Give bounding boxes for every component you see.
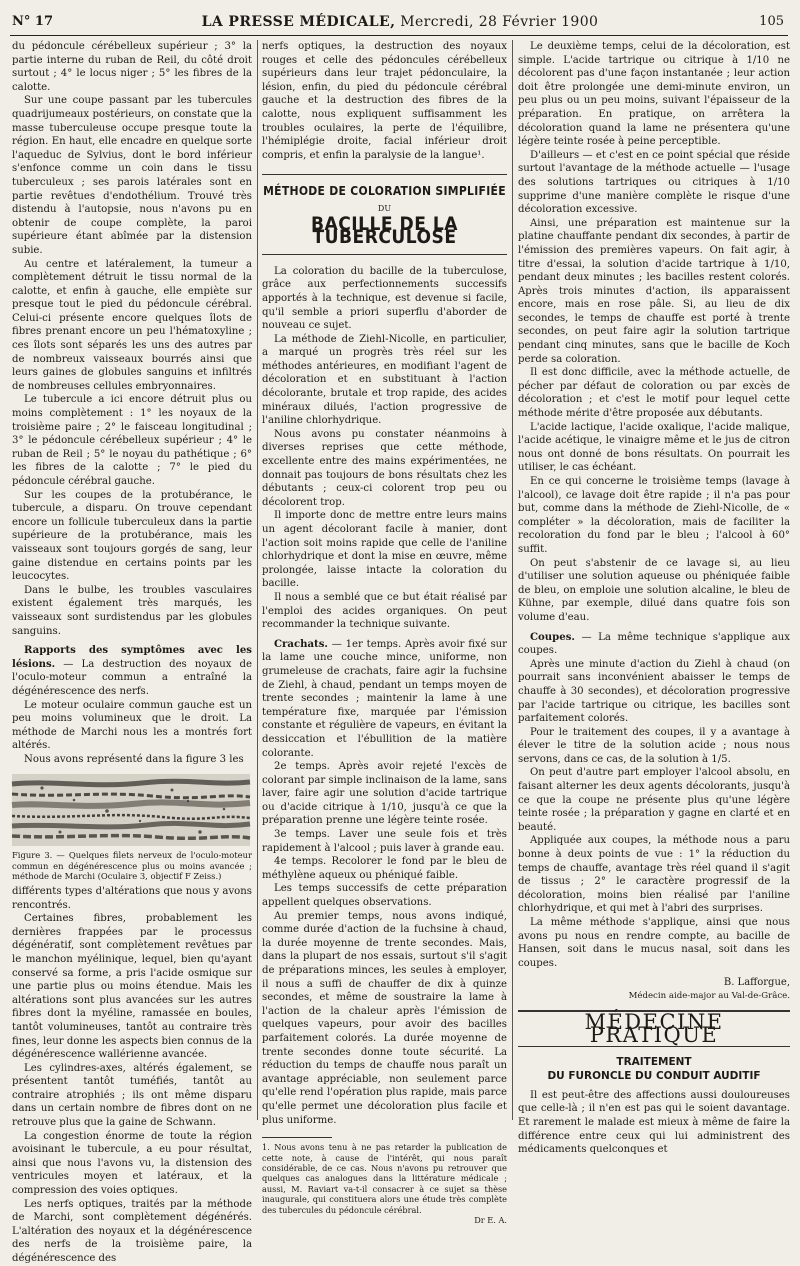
paragraph: Dans le bulbe, les troubles vasculaires existent également très marqués, les vaisseaux sont surdistendus par les globules sanguins.	[12, 584, 252, 637]
article-title-line-2: DU	[377, 203, 392, 213]
paragraph: 3e temps. Laver une seule fois et très rapidement à l'alcool ; puis laver à grande eau.	[262, 829, 507, 854]
paragraph: Après une minute d'action du Ziehl à chaud (on pourrait sans inconvénient abaisser le temps de chauffe à 30 secondes), et décoloration progressive par l'acide tartrique ou citrique, les bacilles sont parfaitement colorés.	[518, 658, 790, 725]
paragraph: Le tubercule a ici encore détruit plus ou moins complètement : 1° les noyaux de la troisième paire ; 2° le faisceau longitudinal ; 3° le pédoncule cérébelleux supérieur ; 4° le ruban de Reil ; 5° le noyau du pathétique ; 6° les fibres de la calotte ; 7° le pied du pédoncule cérébral gauche.	[12, 394, 252, 487]
paragraph: Le deuxième temps, celui de la décoloration, est simple. L'acide tartrique ou citrique à 1/10 ne décolorent pas d'une façon instantanée ; leur action doit être prolongée une demi-minute environ, un peu plus ou un peu moins, suivant l'épaisseur de la préparation. En pratique, on arrêtera la décoloration quand la lame ne présentera qu'une légère teinte rosée à peine perceptible.	[518, 41, 790, 148]
paragraph: Les cylindres-axes, altérés également, se présentent tantôt tuméfiés, tantôt au contraire atrophiés ; ils ont même disparu dans un certain nombre de fibres dont on ne retrouve plus que la gaine de Schwann.	[12, 1062, 252, 1129]
page-number: 105	[759, 14, 784, 29]
paragraph: Les temps successifs de cette préparation appellent quelques observations.	[262, 883, 507, 909]
paragraph: La congestion énorme de toute la région avoisinant le tubercule, a eu pour résultat, ainsi que nous l'avons vu, la distension des ventricules moyen et latéraux, et la compression des voies optiques.	[12, 1130, 252, 1197]
paragraph: Il est donc difficile, avec la méthode actuelle, de pécher par défaut de coloration ou par excès de décoloration ; et c'est le motif pour lequel cette méthode mérite d'être proposée aux débutants.	[518, 367, 790, 420]
column-divider-2	[512, 40, 513, 1120]
column-divider-1	[257, 40, 258, 1120]
article-subtitle-2: DU FURONCLE DU CONDUIT AUDITIF	[547, 1069, 761, 1082]
paragraph: La coloration du bacille de la tuberculose, grâce aux perfectionnements successifs apportés à la technique, est devenue si facile, qu'il semble a priori superflu d'aborder de nouveau ce sujet.	[262, 265, 507, 332]
paragraph: Nous avons représenté dans la figure 3 les	[24, 753, 244, 765]
footnote	[262, 1142, 507, 1225]
paragraph: différents types d'altérations que nous y avons rencontrés.	[12, 885, 252, 911]
paragraph: Ainsi, une préparation est maintenue sur la platine chauffante pendant dix secondes, à partir de l'émission des premières vapeurs. On fait agir, à titre d'essai, la solution d'acide tartrique à 1/10, pendant deux minutes ; les bacilles restent colorés. Après trois minutes d'action, ils apparaissent encore, mais en rose pâle. Si, au lieu de dix secondes, le temps de chauffe est porté à trente secondes, on peut faire agir la solution tartrique pendant cinq minutes, sans que le bacille de Koch perde sa coloration.	[518, 217, 790, 365]
footnote-signature: Dr E. A.	[474, 1214, 507, 1225]
journal-title	[0, 14, 800, 30]
paragraph: 2e temps. Après avoir rejeté l'excès de colorant par simple inclinaison de la lame, sans laver, faire agir une solution d'acide tartrique ou d'acide citrique à 1/10, jusqu'à ce que la préparation prenne une légère teinte rosée.	[262, 761, 507, 827]
paragraph: La même méthode s'applique, ainsi que nous avons pu nous en rendre compte, au bacille de Hansen, soit dans le mucus nasal, soit dans les coupes.	[518, 917, 790, 969]
paragraph: nerfs optiques, la destruction des noyaux rouges et celle des pédoncules cérébelleux supérieurs dans leur trajet pédonculaire, la lésion, enfin, du pied du pédoncule cérébral gauche et la destruction des fibres de la calotte, nous expliquent suffisamment les troubles oculaires, la perte de l'équilibre, l'hémiplégie droite, facial inférieur droit compris, et enfin la paralysie de la langue¹.	[262, 41, 507, 161]
column-3	[518, 40, 790, 1157]
paragraph: Les nerfs optiques, traités par la méthode de Marchi, sont complètement dégénérés. L'altération des noyaux et la dégénérescence des nerfs de la troisième paire, la dégénérescence des	[12, 1198, 252, 1264]
issue-number: N° 17	[12, 14, 53, 29]
nerve-fibers-illustration	[12, 774, 250, 846]
author-role: Médecin aide-major au Val-de-Grâce.	[628, 990, 790, 1001]
paragraph: Appliquée aux coupes, la méthode nous a paru bonne à deux points de vue : 1° la réduction du temps de chauffe, avantage très réel quand il s'agit de tissus ; 2° le caractère progressif de la décoloration, moins bien réalisé par l'aniline chlorhydrique, et qui met à l'abri des surprises.	[518, 835, 790, 915]
section-title: MÉDECINE PRATIQUE	[518, 1010, 790, 1047]
paragraph: Certaines fibres, probablement les dernières frappées par le processus dégénératif, sont complètement revêtues par le manchon myélinique, lequel, bien qu'ayant conservé sa forme, a pris l'acide osmique sur une partie plus ou moins étendue. Mais les altérations sont plus avancées sur les autres fibres dont la myéline, ramassée en boules, tantôt volumineuses, tantôt au contraire très fines, leur donne les aspects bien connus de la dégénérescence wallérienne avancée.	[12, 913, 252, 1061]
issue-date: Mercredi, 28 Février 1900	[395, 14, 599, 30]
paragraph: Au premier temps, nous avons indiqué, comme durée d'action de la fuchsine à chaud, la durée moyenne de trente secondes. Mais, dans la plupart de nos essais, surtout s'il s'agit de préparations minces, les seules à employer, il nous a suffi de chauffer de dix à quinze secondes, et même de soustraire la lame à l'action de la chaleur après l'émission de quelques vapeurs, pour avoir des bacilles parfaitement colorés. La durée moyenne de trente secondes donne toute sécurité. La réduction du temps de chauffe nous paraît un avantage appréciable, non seulement parce qu'elle rend l'opération plus rapide, mais parce qu'elle permet une décoloration plus facile et plus uniforme.	[262, 910, 507, 1126]
paragraph: Il nous a semblé que ce but était réalisé par l'emploi des acides organiques. On peut recommander la technique suivante.	[262, 591, 507, 631]
article-title-line-1: MÉTHODE DE COLORATION SIMPLIFIÉE	[263, 184, 506, 199]
paragraph: D'ailleurs — et c'est en ce point spécial que réside surtout l'avantage de la méthode actuelle — l'usage des solutions tartriques ou citriques à 1/10 supprime d'une manière complète le risque d'une décoloration excessive.	[518, 149, 790, 216]
journal-name: LA PRESSE MÉDICALE,	[201, 14, 396, 30]
paragraph: Au centre et latéralement, la tumeur a complètement détruit le tissu normal de la calotte, et enfin à gauche, elle empiète sur presque tout le pied du pédoncule cérébral. Celui-ci présente encore quelques îlots de fibres prenant encore un peu l'hématoxyline ; ces îlots sont séparés les uns des autres par de nombreux vaisseaux bourrés ainsi que leurs gaines de globules sanguins et infiltrés de nombreuses cellules embryonnaires.	[12, 258, 252, 392]
paragraph-text: — 1er temps. Après avoir fixé sur la lame une couche mince, uniforme, non grumeleuse de crachats, faire agir la fuchsine de Ziehl, à chaud, pendant un temps moyen de trente secondes ; maintenir la lame à une température fixe, marquée par l'émission constante et régulière de vapeurs, en évitant la dessiccation et l'ébullition de la matière colorante.	[262, 638, 507, 759]
header-rule	[10, 35, 788, 36]
paragraph-text: — La même technique s'applique aux coupes.	[518, 631, 790, 657]
paragraph: Pour le traitement des coupes, il y a avantage à élever le titre de la solution acide ; nous nous servons, dans ce cas, de la solution à 1/5.	[518, 726, 790, 765]
paragraph: du pédoncule cérébelleux supérieur ; 3° la partie interne du ruban de Reil, du côté droit surtout ; 4° le locus niger ; 5° les fibres de la calotte.	[12, 41, 252, 93]
paragraph: Sur les coupes de la protubérance, le tubercule, a disparu. On trouve cependant encore un follicule tuberculeux dans la partie supérieure de la protubérance, mais les vaisseaux sont toujours gorgés de sang, leur gaine distendue en certains points par les leucocytes.	[12, 489, 252, 583]
paragraph: L'acide lactique, l'acide oxalique, l'acide malique, l'acide acétique, le vinaigre même et le jus de citron nous ont donné de bons résultats. On pourrait les utiliser, le cas échéant.	[518, 421, 790, 474]
page-header	[0, 0, 800, 36]
footnote-rule	[262, 1137, 332, 1138]
paragraph: Il importe donc de mettre entre leurs mains un agent décolorant facile à manier, dont l'action soit moins rapide que celle de l'aniline chlorhydrique et dont la mise en œuvre, même prolongée, laisse intacte la coloration du bacille.	[262, 510, 507, 590]
column-1	[12, 40, 252, 1266]
footnote-text: 1. Nous avons tenu à ne pas retarder la publication de cette note, à cause de l'intérêt, qui nous paraît considérable, de ce cas. Nous n'avons pu retrouver que quelques cas analogues dans la littérature médicale ; aussi, M. Raviart va-t-il consacrer à ce sujet sa thèse inaugurale, qui constituera alors une étude très complète des tubercules du pédoncule cérébral.	[262, 1142, 507, 1215]
paragraph: On peut d'autre part employer l'alcool absolu, en faisant alterner les deux agents décolorants, jusqu'à ce que la coupe ne présente plus qu'une légère teinte rosée ; la préparation y gagne en clarté et en beauté.	[518, 767, 790, 833]
paragraph	[518, 631, 790, 658]
article-title-block	[262, 174, 507, 254]
paragraph: Le moteur oculaire commun gauche est un peu moins volumineux que le droit. La méthode de Marchi nous les a montrés fort altérés.	[12, 699, 252, 752]
article-subtitle-1: TRAITEMENT	[616, 1055, 692, 1068]
paragraph-text: — La destruction des noyaux de l'oculo-moteur commun a entraîné la dégénérescence des nerfs.	[12, 658, 252, 697]
column-2	[262, 40, 507, 1225]
section-heading: Coupes.	[530, 630, 575, 643]
paragraph	[12, 644, 252, 698]
figure-caption: Figure 3. — Quelques filets nerveux de l'oculo-moteur commun en dégénérescence plus ou moins avancée ; méthode de Marchi (Oculaire 3, objectif F Zeiss.)	[12, 850, 252, 882]
article-title-line-3: BACILLE DE LA TUBERCULOSE	[310, 212, 458, 249]
paragraph: 4e temps. Recolorer le fond par le bleu de méthylène aqueux ou phéniqué faible.	[262, 856, 507, 881]
figure-3-image	[12, 774, 250, 846]
paragraph: En ce qui concerne le troisième temps (lavage à l'alcool), ce lavage doit être rapide ; il n'a pas pour but, comme dans la méthode de Ziehl-Nicolle, de « compléter » la décoloration, mais de faciliter la recoloration du fond par le bleu ; l'alcool à 60° suffit.	[518, 476, 790, 555]
paragraph: La méthode de Ziehl-Nicolle, en particulier, a marqué un progrès très réel sur les méthodes antérieures, en modifiant l'agent de décoloration et en substituant à l'action décolorante, brutale et trop rapide, des acides minéraux dilués, l'action progressive de l'aniline chlorhydrique.	[262, 333, 507, 427]
paragraph: Nous avons pu constater néanmoins à diverses reprises que cette méthode, excellente entre des mains expérimentées, ne donnait pas toujours de bons résultats chez les débutants ; ceux-ci colorent trop peu ou décolorent trop.	[262, 428, 507, 508]
section-heading: Rapports des symptômes avec les lésions.	[12, 644, 252, 670]
section-heading: Crachats.	[274, 637, 328, 650]
paragraph: On peut s'abstenir de ce lavage si, au lieu d'utiliser une solution aqueuse ou phéniquée faible de bleu, on emploie une solution alcaline, le bleu de Kühne, par exemple, dilué dans quatre fois son volume d'eau.	[518, 557, 790, 623]
paragraph: Il est peut-être des affections aussi douloureuses que celle-là ; il n'en est pas qui le soient davantage. Et rarement le malade est mieux à même de faire la différence entre ceux qui lui administrent des médicaments quelconques et	[518, 1089, 790, 1156]
paragraph	[262, 638, 507, 760]
author-signature: B. Lafforgue,	[723, 977, 790, 989]
paragraph: Sur une coupe passant par les tubercules quadrijumeaux postérieurs, on constate que la masse tuberculeuse occupe presque toute la région. En haut, elle encadre en quelque sorte l'aqueduc de Sylvius, dont le bord inférieur s'enfonce comme un coin dans le tissu tuberculeux ; ses parois latérales sont en partie revêtues d'endothélium. Trouvé très distendu à l'autopsie, nous n'avons pu en obtenir de coupe complète, la paroi supérieure étant abîmée par la distension subie.	[12, 95, 252, 256]
